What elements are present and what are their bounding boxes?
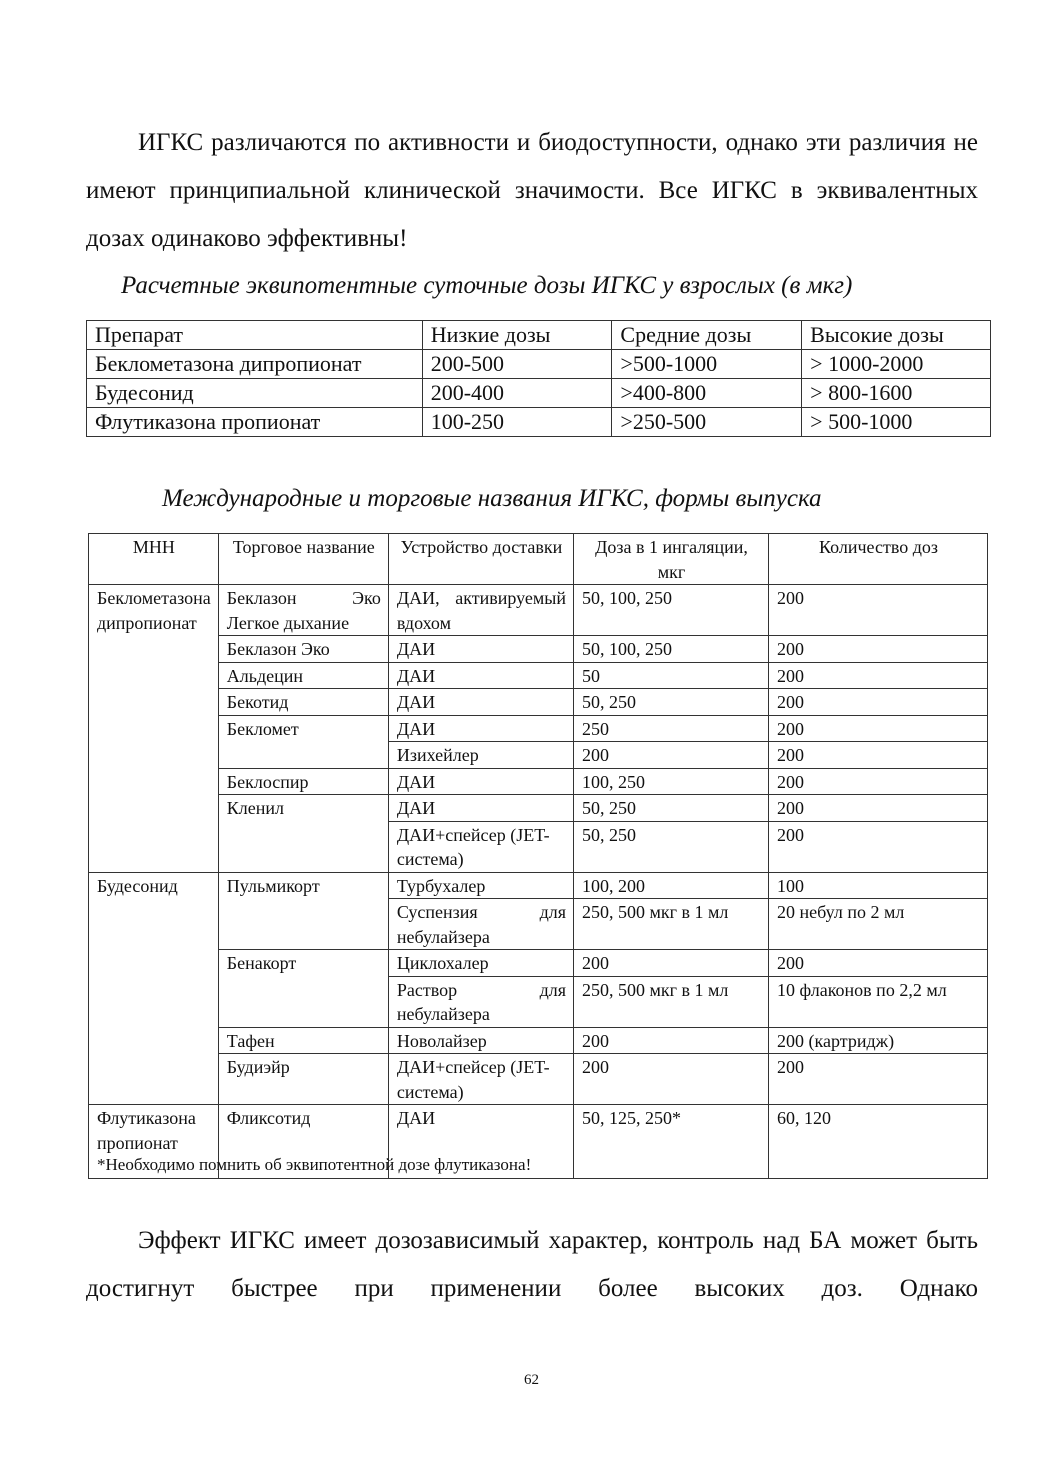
dose-cell: 200 xyxy=(574,1054,769,1105)
dose-cell: 200 xyxy=(574,1027,769,1054)
medium-dose-cell: >400-800 xyxy=(612,379,802,408)
table-row xyxy=(87,379,991,408)
table-row xyxy=(89,1027,988,1054)
dose-cell: 250, 500 мкг в 1 мл xyxy=(574,976,769,1027)
dose-cell: 50, 125, 250* xyxy=(574,1105,769,1179)
trade-name-cell: Фликсотид xyxy=(218,1105,388,1179)
intro-text: ИГКС различаются по активности и биодоступности, однако эти различия не имеют принципиальной клинической значимости. Все ИГКС в эквивалентных дозах одинаково эффективны! xyxy=(86,129,978,252)
inn-cell: Беклометазона дипропионат xyxy=(89,585,219,873)
dose-cell: 250 xyxy=(574,715,769,742)
device-cell: ДАИ xyxy=(388,1105,573,1179)
table-row xyxy=(87,350,991,379)
outro-text: Эффект ИГКС имеет дозозависимый характер, контроль над БА может быть достигнут быстрее при применении более высоких доз. Однако xyxy=(86,1227,978,1302)
device-cell: Изихейлер xyxy=(388,742,573,769)
device-cell: ДАИ xyxy=(388,768,573,795)
drug-name-cell: Будесонид xyxy=(87,379,423,408)
quantity-cell: 10 флаконов по 2,2 мл xyxy=(769,976,988,1027)
table-row xyxy=(87,408,991,437)
table-row xyxy=(89,689,988,716)
device-cell: Новолайзер xyxy=(388,1027,573,1054)
trade-name-cell: Бекотид xyxy=(218,689,388,716)
low-dose-cell: 200-400 xyxy=(422,379,612,408)
header-inn: МНН xyxy=(89,534,219,585)
table-row xyxy=(89,715,988,742)
device-cell: ДАИ, активируемый вдохом xyxy=(388,585,573,636)
dose-cell: 50 xyxy=(574,662,769,689)
table-row xyxy=(89,662,988,689)
device-cell: ДАИ xyxy=(388,689,573,716)
medium-dose-cell: >500-1000 xyxy=(612,350,802,379)
trade-name-cell: Бекломет xyxy=(218,715,388,768)
low-dose-cell: 100-250 xyxy=(422,408,612,437)
header-device: Устройство доставки xyxy=(388,534,573,585)
dose-header-cell: Высокие дозы xyxy=(802,321,991,350)
device-cell: ДАИ xyxy=(388,715,573,742)
quantity-cell: 200 xyxy=(769,585,988,636)
footnote: *Необходимо помнить об эквипотентной дозе флутиказона! xyxy=(97,1155,532,1174)
trade-name-cell: Альдецин xyxy=(218,662,388,689)
quantity-cell: 200 xyxy=(769,821,988,872)
outro-paragraph xyxy=(86,1217,978,1313)
table-row xyxy=(89,636,988,663)
dose-cell: 200 xyxy=(574,742,769,769)
dose-cell: 50, 250 xyxy=(574,689,769,716)
quantity-cell: 200 xyxy=(769,742,988,769)
dose-table xyxy=(86,320,991,437)
dose-header-cell: Средние дозы xyxy=(612,321,802,350)
names-table xyxy=(88,533,988,1179)
trade-name-cell: Беклоспир xyxy=(218,768,388,795)
drug-name-cell: Беклометазона дипропионат xyxy=(87,350,423,379)
intro-paragraph xyxy=(86,119,978,263)
dose-cell: 200 xyxy=(574,950,769,977)
quantity-cell: 200 xyxy=(769,662,988,689)
high-dose-cell: > 800-1600 xyxy=(802,379,991,408)
dose-cell: 50, 100, 250 xyxy=(574,585,769,636)
device-cell: ДАИ xyxy=(388,662,573,689)
high-dose-cell: > 500-1000 xyxy=(802,408,991,437)
names-table-header-row xyxy=(89,534,988,585)
table-row xyxy=(89,872,988,899)
table-row xyxy=(89,795,988,822)
table-row xyxy=(89,950,988,977)
inn-cell: Будесонид xyxy=(89,872,219,1105)
quantity-cell: 200 xyxy=(769,795,988,822)
table-row xyxy=(89,585,988,636)
header-trade-name: Торговое название xyxy=(218,534,388,585)
page-number: 62 xyxy=(524,1372,539,1388)
device-cell: ДАИ+спейсер (JET-система) xyxy=(388,821,573,872)
trade-name-cell: Кленил xyxy=(218,795,388,873)
trade-name-cell: Тафен xyxy=(218,1027,388,1054)
table-row xyxy=(89,1054,988,1105)
quantity-cell: 60, 120 xyxy=(769,1105,988,1179)
dose-cell: 250, 500 мкг в 1 мл xyxy=(574,899,769,950)
device-cell: Циклохалер xyxy=(388,950,573,977)
dose-cell: 50, 250 xyxy=(574,795,769,822)
quantity-cell: 200 xyxy=(769,636,988,663)
device-cell: Турбухалер xyxy=(388,872,573,899)
medium-dose-cell: >250-500 xyxy=(612,408,802,437)
trade-name-cell: Будиэйр xyxy=(218,1054,388,1105)
trade-name-cell: Бенакорт xyxy=(218,950,388,1028)
table-row xyxy=(89,768,988,795)
quantity-cell: 200 xyxy=(769,1054,988,1105)
dose-cell: 50, 100, 250 xyxy=(574,636,769,663)
quantity-cell: 100 xyxy=(769,872,988,899)
dose-header-cell: Препарат xyxy=(87,321,423,350)
dose-cell: 100, 250 xyxy=(574,768,769,795)
low-dose-cell: 200-500 xyxy=(422,350,612,379)
drug-name-cell: Флутиказона пропионат xyxy=(87,408,423,437)
quantity-cell: 200 xyxy=(769,715,988,742)
dose-table-caption: Расчетные эквипотентные суточные дозы ИГКС у взрослых (в мкг) xyxy=(121,272,853,299)
quantity-cell: 200 xyxy=(769,689,988,716)
dose-cell: 100, 200 xyxy=(574,872,769,899)
device-cell: ДАИ+спейсер (JET-система) xyxy=(388,1054,573,1105)
dose-header-cell: Низкие дозы xyxy=(422,321,612,350)
quantity-cell: 20 небул по 2 мл xyxy=(769,899,988,950)
quantity-cell: 200 xyxy=(769,768,988,795)
trade-name-cell: Пульмикорт xyxy=(218,872,388,950)
dose-cell: 50, 250 xyxy=(574,821,769,872)
inn-cell: Флутиказона пропионат xyxy=(89,1105,219,1179)
trade-name-cell: Беклазон Эко Легкое дыхание xyxy=(218,585,388,636)
device-cell: Раствор для небулайзера xyxy=(388,976,573,1027)
device-cell: ДАИ xyxy=(388,795,573,822)
quantity-cell: 200 (картридж) xyxy=(769,1027,988,1054)
high-dose-cell: > 1000-2000 xyxy=(802,350,991,379)
device-cell: ДАИ xyxy=(388,636,573,663)
names-table-caption: Международные и торговые названия ИГКС, формы выпуска xyxy=(162,485,822,512)
header-quantity: Количество доз xyxy=(769,534,988,585)
dose-table-header-row xyxy=(87,321,991,350)
device-cell: Суспензия для небулайзера xyxy=(388,899,573,950)
trade-name-cell: Беклазон Эко xyxy=(218,636,388,663)
header-dose: Доза в 1 ингаляции, мкг xyxy=(574,534,769,585)
quantity-cell: 200 xyxy=(769,950,988,977)
